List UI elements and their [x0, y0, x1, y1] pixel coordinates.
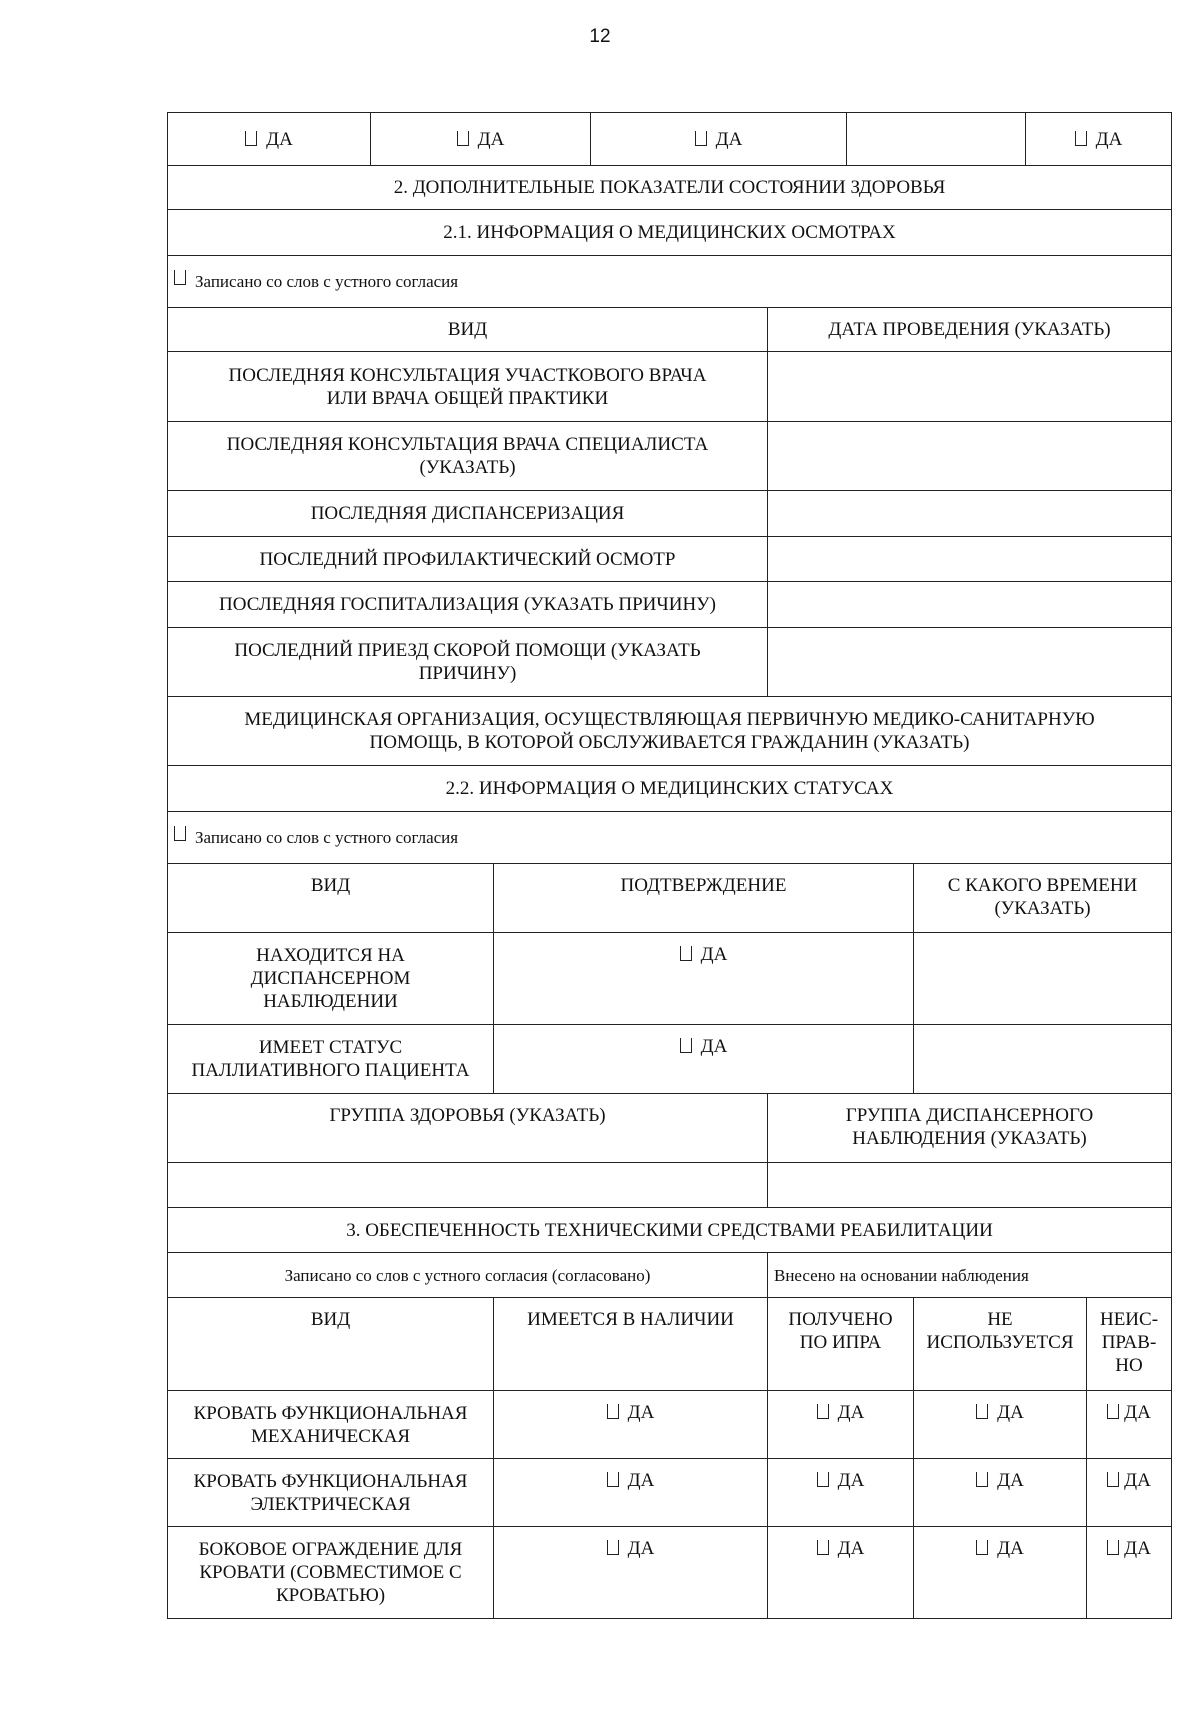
exam-type-line: ПОСЛЕДНЯЯ КОНСУЛЬТАЦИЯ УЧАСТКОВОГО ВРАЧА [228, 364, 707, 386]
yes-option-cell[interactable] [168, 113, 371, 166]
health-group-table [167, 1093, 1172, 1208]
since-date-field[interactable] [914, 933, 1172, 1025]
section-2-1-title: 2.1. ИНФОРМАЦИЯ О МЕДИЦИНСКИХ ОСМОТРАХ [168, 210, 1172, 256]
dispensary-group-header [768, 1094, 1172, 1163]
col-header-unused [914, 1298, 1087, 1391]
section-2-1-table [167, 165, 1172, 766]
equipment-line: ЭЛЕКТРИЧЕСКАЯ [250, 1493, 411, 1515]
page-number: 12 [589, 26, 611, 47]
top-checkbox-row-table [167, 112, 1172, 166]
col-header-type: ВИД [168, 308, 768, 352]
checkbox[interactable] [607, 1404, 619, 1419]
unused-yes-cell[interactable] [914, 1391, 1087, 1459]
yes-label: ДА [1124, 1538, 1151, 1559]
consent-checkbox-row[interactable] [168, 256, 1172, 308]
section-3-header-table [167, 1207, 1172, 1298]
received-yes-cell[interactable] [768, 1527, 914, 1619]
yes-label: ДА [627, 1470, 655, 1491]
checkbox[interactable] [817, 1404, 829, 1419]
header-line: НАБЛЮДЕНИЯ (УКАЗАТЬ) [852, 1128, 1087, 1149]
exam-date-field[interactable] [768, 537, 1172, 582]
medical-organization-field[interactable] [168, 697, 1172, 766]
equipment-name-cell [168, 1391, 494, 1459]
checkbox[interactable] [607, 1472, 619, 1487]
exam-type-cell [168, 628, 768, 697]
checkbox[interactable] [695, 131, 707, 146]
available-yes-cell[interactable] [494, 1459, 768, 1527]
yes-option-cell[interactable] [494, 933, 914, 1025]
exam-type-line: ИЛИ ВРАЧА ОБЩЕЙ ПРАКТИКИ [326, 387, 609, 409]
exam-date-field[interactable] [768, 628, 1172, 697]
equipment-line: КРОВАТЬ ФУНКЦИОНАЛЬНАЯ [193, 1470, 468, 1492]
broken-yes-cell[interactable] [1087, 1459, 1172, 1527]
col-header-since [914, 864, 1172, 933]
section-3-title: 3. ОБЕСПЕЧЕННОСТЬ ТЕХНИЧЕСКИМИ СРЕДСТВАМИ РЕАБИЛИТАЦИИ [168, 1208, 1172, 1253]
health-group-field[interactable] [168, 1163, 768, 1208]
yes-label: ДА [1124, 1470, 1151, 1491]
exam-date-field[interactable] [768, 352, 1172, 422]
yes-label: ДА [700, 1036, 728, 1057]
header-line: НЕИС- [1099, 1309, 1159, 1330]
status-dispensary-cell [168, 933, 494, 1025]
exam-type-cell [168, 352, 768, 422]
exam-date-field[interactable] [768, 582, 1172, 628]
received-yes-cell[interactable] [768, 1391, 914, 1459]
broken-yes-cell[interactable] [1087, 1391, 1172, 1459]
yes-option-cell[interactable] [1026, 113, 1172, 166]
equipment-name-cell [168, 1459, 494, 1527]
health-group-header: ГРУППА ЗДОРОВЬЯ (УКАЗАТЬ) [168, 1094, 768, 1163]
status-line: НАБЛЮДЕНИИ [263, 991, 398, 1012]
yes-label: ДА [997, 1402, 1024, 1423]
dispensary-group-field[interactable] [768, 1163, 1172, 1208]
yes-label: ДА [837, 1538, 865, 1559]
broken-yes-cell[interactable] [1087, 1527, 1172, 1619]
yes-label: ДА [715, 128, 743, 150]
yes-option-cell[interactable] [371, 113, 591, 166]
section-2-2-title: 2.2. ИНФОРМАЦИЯ О МЕДИЦИНСКИХ СТАТУСАХ [168, 766, 1172, 812]
header-line: ГРУППА ДИСПАНСЕРНОГО [845, 1105, 1094, 1126]
section-2-2-table [167, 765, 1172, 1094]
col-header-available: ИМЕЕТСЯ В НАЛИЧИИ [494, 1298, 768, 1391]
checkbox[interactable] [817, 1540, 829, 1555]
unused-yes-cell[interactable] [914, 1459, 1087, 1527]
header-line: НЕ [987, 1309, 1013, 1330]
checkbox[interactable] [245, 131, 257, 146]
exam-date-field[interactable] [768, 491, 1172, 537]
recorded-by-consent-label: Записано со слов с устного согласия (согласовано) [168, 1253, 768, 1298]
yes-option-cell[interactable] [591, 113, 847, 166]
exam-type-line: (УКАЗАТЬ) [419, 457, 516, 478]
checkbox[interactable] [607, 1540, 619, 1555]
equipment-line: БОКОВОЕ ОГРАЖДЕНИЕ ДЛЯ [198, 1539, 463, 1560]
available-yes-cell[interactable] [494, 1391, 768, 1459]
status-line: ПАЛЛИАТИВНОГО ПАЦИЕНТА [191, 1060, 470, 1081]
checkbox[interactable] [680, 1038, 692, 1053]
col-header-type: ВИД [168, 1298, 494, 1391]
checkbox[interactable] [817, 1472, 829, 1487]
checkbox[interactable] [976, 1472, 988, 1487]
observation-label: Внесено на основании наблюдения [768, 1253, 1172, 1298]
checkbox[interactable] [1107, 1540, 1119, 1555]
yes-label: ДА [627, 1538, 655, 1559]
status-palliative-cell [168, 1025, 494, 1094]
since-date-field[interactable] [914, 1025, 1172, 1094]
yes-label: ДА [837, 1470, 865, 1491]
status-line: ИМЕЕТ СТАТУС [258, 1037, 403, 1058]
header-line: ИСПОЛЬЗУЕТСЯ [926, 1332, 1074, 1353]
checkbox[interactable] [1075, 131, 1087, 146]
equipment-line: КРОВАТЬЮ) [275, 1585, 386, 1606]
org-line: МЕДИЦИНСКАЯ ОРГАНИЗАЦИЯ, ОСУЩЕСТВЛЯЮЩАЯ ПЕРВИЧНУЮ МЕДИКО-САНИТАРНУЮ [244, 709, 1095, 730]
yes-option-cell[interactable] [494, 1025, 914, 1094]
yes-label: ДА [266, 128, 293, 150]
available-yes-cell[interactable] [494, 1527, 768, 1619]
equipment-line: КРОВАТЬ ФУНКЦИОНАЛЬНАЯ [193, 1402, 468, 1424]
yes-label: ДА [1124, 1402, 1151, 1423]
exam-type-line: ПРИЧИНУ) [418, 663, 517, 684]
exam-type-cell: ПОСЛЕДНИЙ ПРОФИЛАКТИЧЕСКИЙ ОСМОТР [168, 537, 768, 582]
equipment-line: МЕХАНИЧЕСКАЯ [250, 1425, 411, 1447]
consent-label: Записано со слов с устного согласия [195, 272, 459, 291]
header-line: НО [1115, 1355, 1143, 1376]
header-line: ПОЛУЧЕНО [788, 1309, 893, 1330]
yes-label: ДА [700, 944, 728, 965]
header-line: ПРАВ- [1101, 1332, 1157, 1353]
empty-cell[interactable] [847, 113, 1026, 166]
rehab-equipment-table [167, 1297, 1172, 1619]
col-header-type: ВИД [168, 864, 494, 933]
checkbox[interactable] [457, 131, 469, 146]
checkbox[interactable] [976, 1540, 988, 1555]
header-line: С КАКОГО ВРЕМЕНИ [947, 875, 1138, 896]
equipment-line: КРОВАТИ (СОВМЕСТИМОЕ С [199, 1562, 462, 1583]
checkbox[interactable] [1107, 1404, 1119, 1419]
consent-label: Записано со слов с устного согласия [195, 828, 459, 847]
yes-label: ДА [997, 1470, 1024, 1491]
col-header-date: ДАТА ПРОВЕДЕНИЯ (УКАЗАТЬ) [768, 308, 1172, 352]
section-2-title: 2. ДОПОЛНИТЕЛЬНЫЕ ПОКАЗАТЕЛИ СОСТОЯНИИ ЗДОРОВЬЯ [168, 166, 1172, 210]
checkbox[interactable] [1107, 1472, 1119, 1487]
status-line: ДИСПАНСЕРНОМ [250, 968, 411, 989]
yes-label: ДА [997, 1538, 1024, 1559]
header-line: (УКАЗАТЬ) [994, 898, 1091, 919]
header-line: ПО ИПРА [799, 1332, 882, 1353]
yes-label: ДА [627, 1402, 655, 1423]
unused-yes-cell[interactable] [914, 1527, 1087, 1619]
yes-label: ДА [477, 128, 505, 150]
exam-type-cell: ПОСЛЕДНЯЯ ГОСПИТАЛИЗАЦИЯ (УКАЗАТЬ ПРИЧИНУ) [168, 582, 768, 628]
checkbox[interactable] [976, 1404, 988, 1419]
exam-type-cell: ПОСЛЕДНЯЯ ДИСПАНСЕРИЗАЦИЯ [168, 491, 768, 537]
exam-type-line: ПОСЛЕДНЯЯ КОНСУЛЬТАЦИЯ ВРАЧА СПЕЦИАЛИСТА [226, 434, 709, 455]
checkbox[interactable] [174, 270, 186, 285]
checkbox[interactable] [174, 826, 186, 841]
col-header-broken [1087, 1298, 1172, 1391]
org-line: ПОМОЩЬ, В КОТОРОЙ ОБСЛУЖИВАЕТСЯ ГРАЖДАНИН (УКАЗАТЬ) [369, 732, 970, 753]
col-header-received [768, 1298, 914, 1391]
yes-label: ДА [1095, 128, 1123, 150]
consent-checkbox-row[interactable] [168, 812, 1172, 864]
exam-type-line: ПОСЛЕДНИЙ ПРИЕЗД СКОРОЙ ПОМОЩИ (УКАЗАТЬ [234, 640, 701, 661]
status-line: НАХОДИТСЯ НА [256, 945, 405, 966]
exam-type-cell [168, 422, 768, 491]
checkbox[interactable] [680, 946, 692, 961]
received-yes-cell[interactable] [768, 1459, 914, 1527]
yes-label: ДА [837, 1402, 865, 1423]
exam-date-field[interactable] [768, 422, 1172, 491]
col-header-confirmation: ПОДТВЕРЖДЕНИЕ [494, 864, 914, 933]
equipment-name-cell [168, 1527, 494, 1619]
